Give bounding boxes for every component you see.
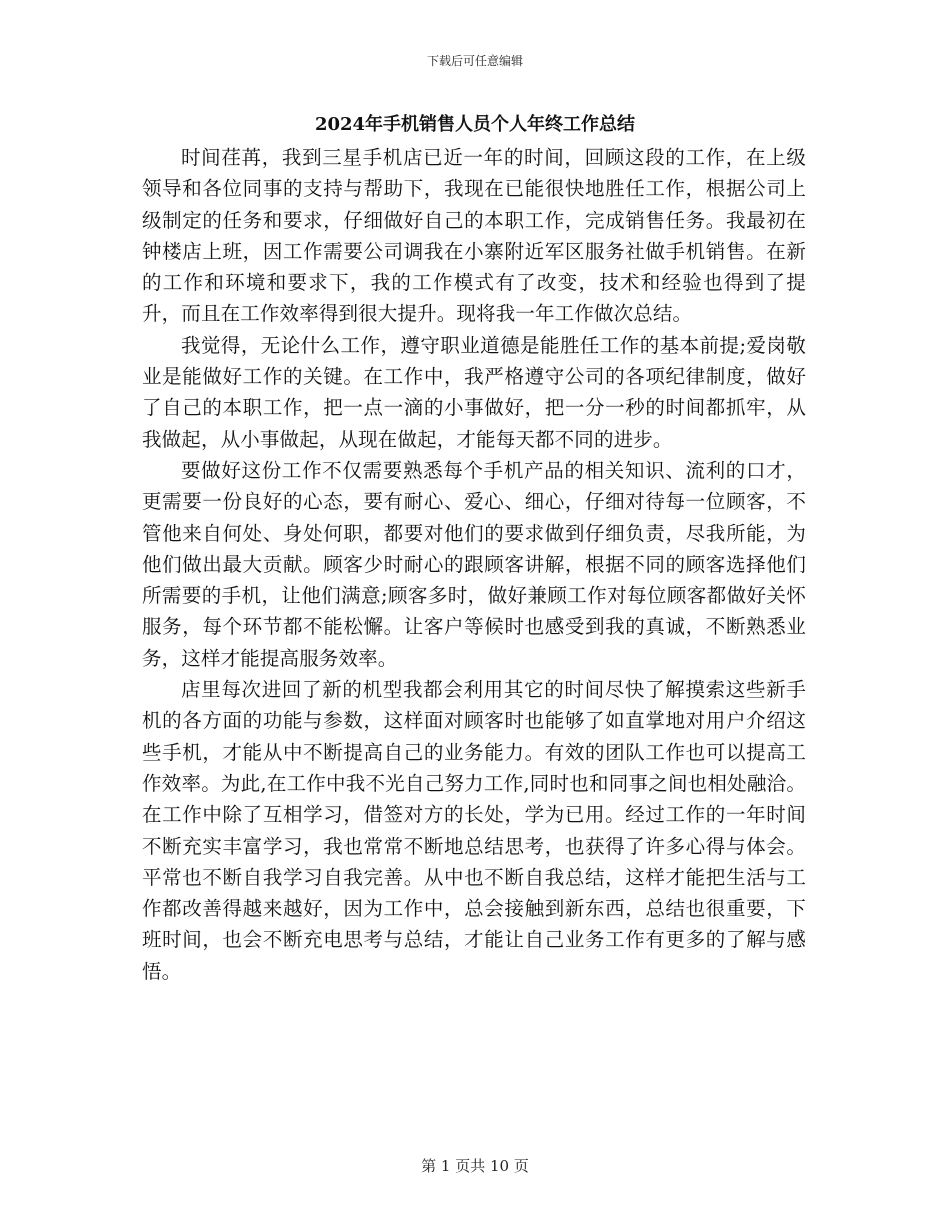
page-footer: 第 1 页共 10 页 [421, 1157, 529, 1175]
paragraph-2: 我觉得，无论什么工作，遵守职业道德是能胜任工作的基本前提;爱岗敬业是能做好工作的关键。在工作中，我严格遵守公司的各项纪律制度，做好了自己的本职工作，把一点一滴的小事做好，把一分一秒的时间都抓牢，从我做起，从小事做起，从现在做起，才能每天都不同的进步。 [142, 333, 806, 451]
paragraph-3: 要做好这份工作不仅需要熟悉每个手机产品的相关知识、流利的口才，更需要一份良好的心态，要有耐心、爱心、细心，仔细对待每一位顾客，不管他来自何处、身处何职，都要对他们的要求做到仔细负责，尽我所能，为他们做出最大贡献。顾客少时耐心的跟顾客讲解，根据不同的顾客选择他们所需要的手机，让他们满意;顾客多时，做好兼顾工作对每位顾客都做好关怀服务，每个环节都不能松懈。让客户等候时也感受到我的真诚，不断熟悉业务，这样才能提高服务效率。 [142, 458, 806, 670]
header-note: 下载后可任意编辑 [426, 54, 523, 68]
paragraph-4: 店里每次进回了新的机型我都会利用其它的时间尽快了解摸索这些新手机的各方面的功能与参数，这样面对顾客时也能够了如直掌地对用户介绍这些手机，才能从中不断提高自己的业务能力。有效的团队工作也可以提高工作效率。为此,在工作中我不光自己努力工作,同时也和同事之间也相处融洽。在工作中除了互相学习，借签对方的长处，学为已用。经过工作的一年时间不断充实丰富学习，我也常常不断地总结思考，也获得了许多心得与体会。平常也不断自我学习自我完善。从中也不断自我总结，这样才能把生活与工作都改善得越来越好，因为工作中，总会接触到新东西，总结也很重要，下班时间，也会不断充电思考与总结，才能让自己业务工作有更多的了解与感悟。 [142, 678, 806, 983]
document-title: 2024年手机销售人员个人年终工作总结 [314, 114, 636, 135]
paragraph-1: 时间荏苒，我到三星手机店已近一年的时间，回顾这段的工作，在上级领导和各位同事的支持与帮助下，我现在已能很快地胜任工作，根据公司上级制定的任务和要求，仔细做好自己的本职工作，完成销售任务。我最初在钟楼店上班，因工作需要公司调我在小寨附近军区服务社做手机销售。在新的工作和环境和要求下，我的工作模式有了改变，技术和经验也得到了提升，而且在工作效率得到很大提升。现将我一年工作做次总结。 [142, 146, 806, 326]
document-body [142, 142, 806, 987]
